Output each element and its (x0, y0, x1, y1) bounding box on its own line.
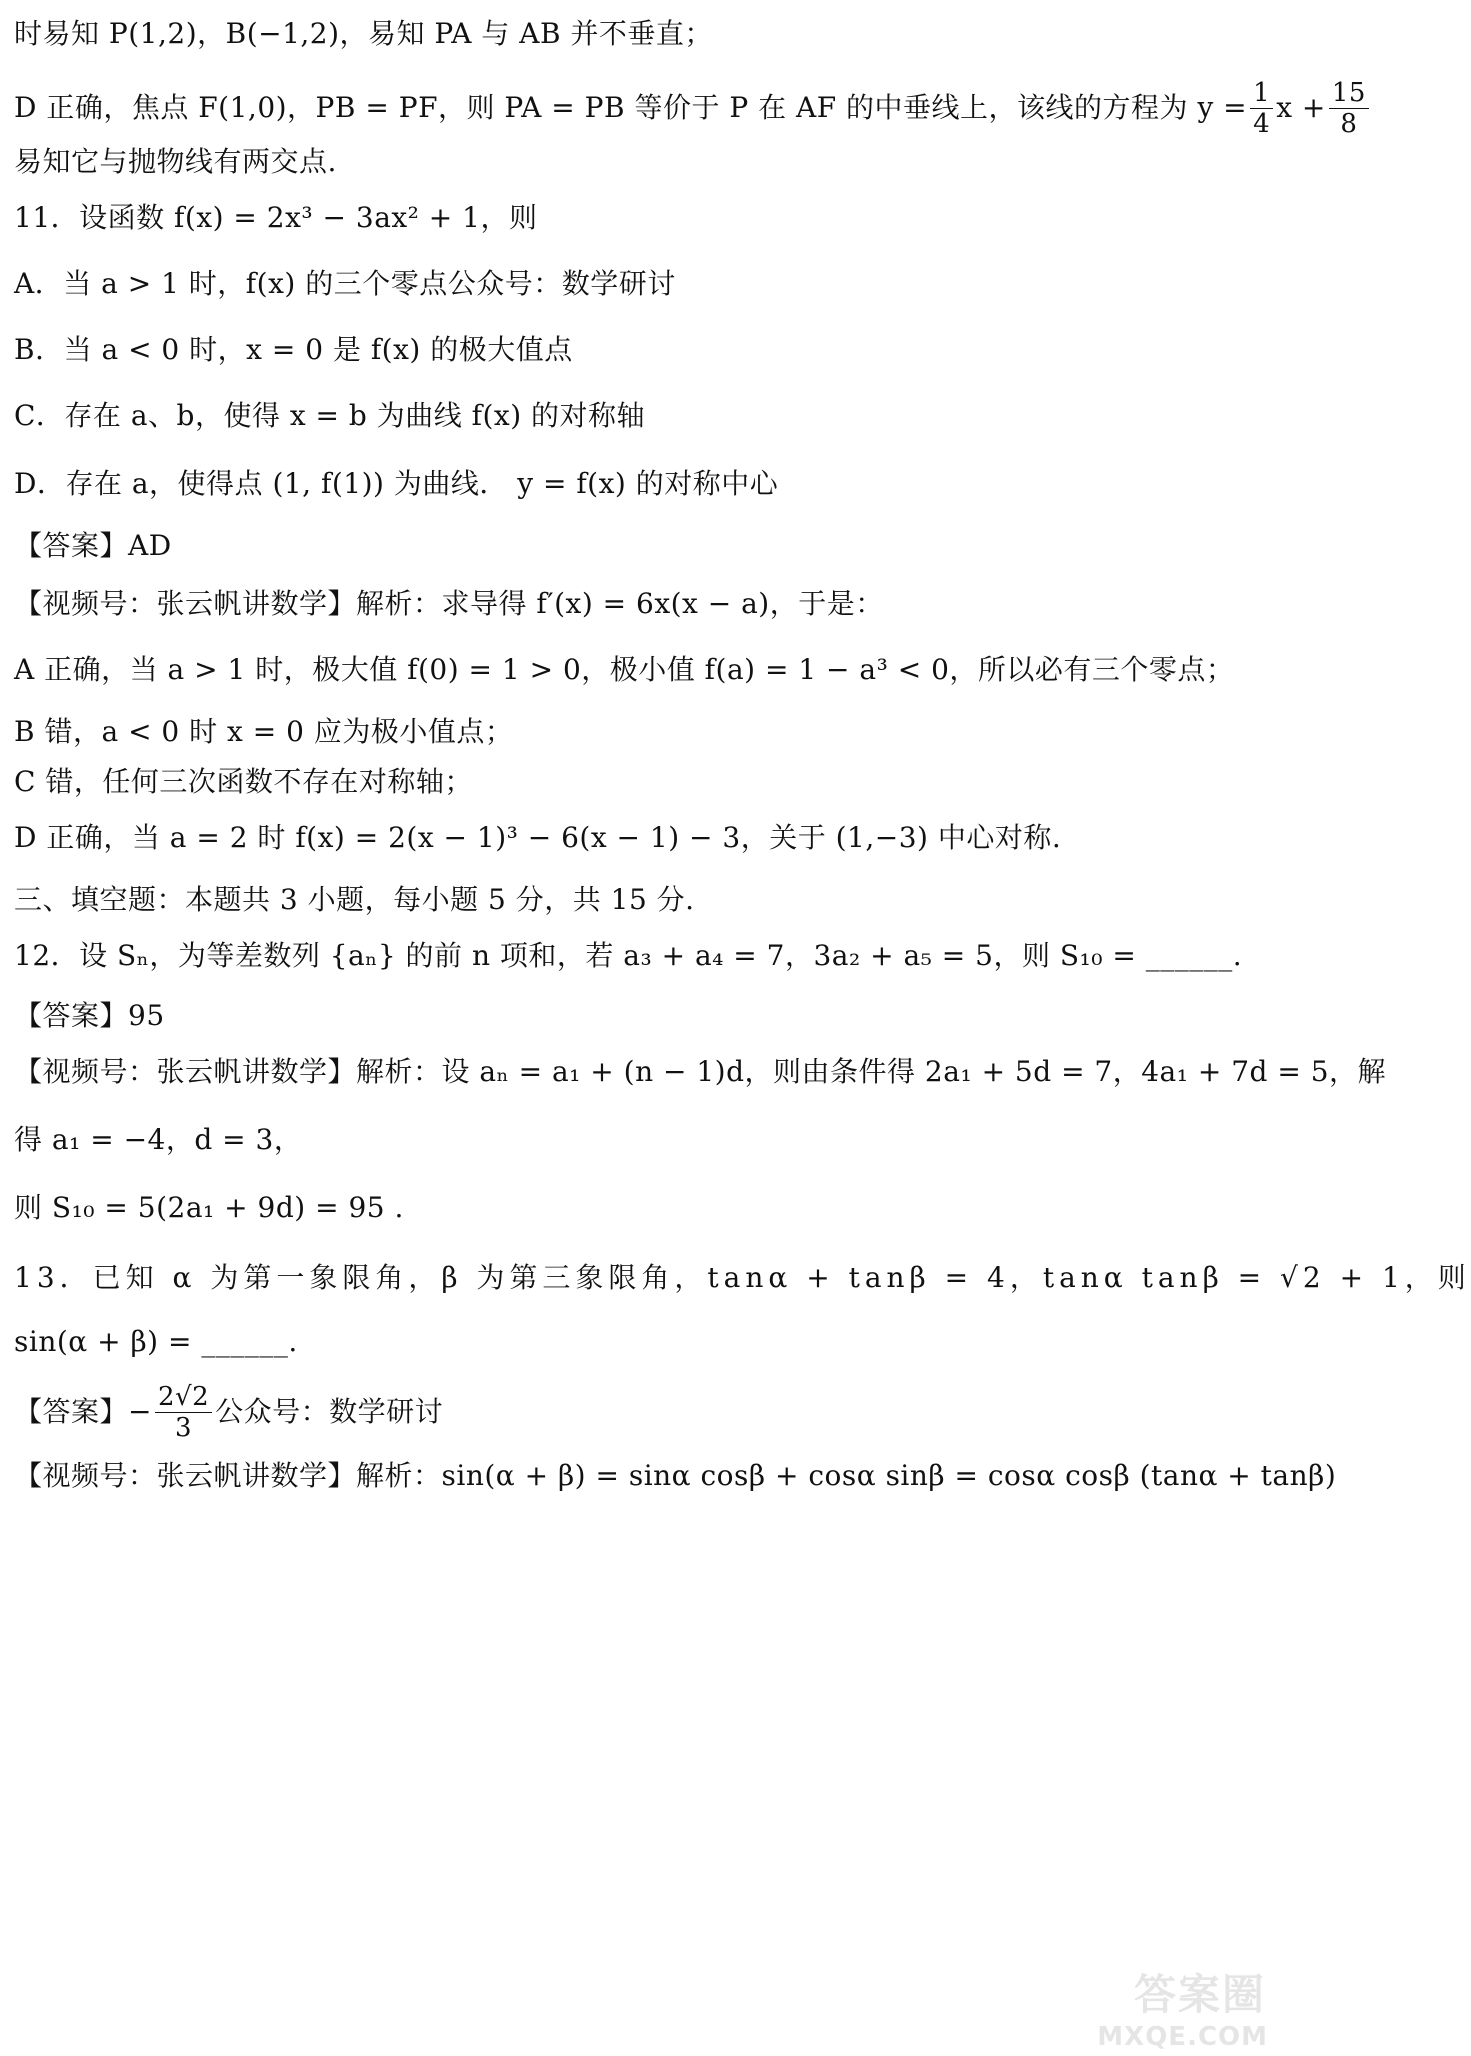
option-c: C．存在 a、b，使得 x = b 为曲线 f(x) 的对称轴 (14, 399, 646, 432)
solution-line: B 错，a < 0 时 x = 0 应为极小值点； (14, 715, 514, 748)
question-11: 11．设函数 f(x) = 2x³ − 3ax² + 1，则 (14, 201, 538, 234)
section-heading: 三、填空题：本题共 3 小题，每小题 5 分，共 15 分. (14, 883, 695, 916)
option-a: A．当 a > 1 时，f(x) 的三个零点公众号：数学研讨 (14, 267, 676, 300)
solution-intro: 【视频号：张云帆讲数学】解析：求导得 f′(x) = 6x(x − a)，于是： (14, 587, 884, 620)
text-line: 易知它与抛物线有两交点. (14, 145, 337, 178)
solution-line: 得 a₁ = −4，d = 3， (14, 1123, 303, 1156)
watermark-text: 答案圈 (1133, 1970, 1266, 2019)
text-segment: x + (1276, 91, 1326, 124)
fraction-denominator: 8 (1340, 108, 1358, 139)
text-line: 时易知 P(1,2)，B(−1,2)，易知 PA 与 AB 并不垂直； (14, 17, 713, 50)
answer: 【答案】95 (14, 999, 165, 1032)
question-13-blank: sin(α + β) = ______. (14, 1325, 298, 1358)
question-13: 13．已知 α 为第一象限角，β 为第三象限角，tanα + tanβ = 4，tanα tanβ = √2 + 1，则 (14, 1261, 1471, 1294)
solution-line: A 正确，当 a > 1 时，极大值 f(0) = 1 > 0，极小值 f(a) = 1 − a³ < 0，所以必有三个零点； (14, 653, 1235, 686)
question-12: 12．设 Sₙ，为等差数列 {aₙ} 的前 n 项和，若 a₃ + a₄ = 7，3a₂ + a₅ = 5，则 S₁₀ = ______. (14, 939, 1243, 972)
fraction-numerator: 2√2 (155, 1382, 212, 1413)
option-b: B．当 a < 0 时，x = 0 是 f(x) 的极大值点 (14, 333, 573, 366)
text-segment: D 正确，焦点 F(1,0)，PB = PF，则 PA = PB 等价于 P 在 AF 的中垂线上，该线的方程为 y = (14, 91, 1248, 124)
solution-intro: 【视频号：张云帆讲数学】解析：sin(α + β) = sinα cosβ + cosα sinβ = cosα cosβ (tanα + tanβ) (14, 1459, 1337, 1492)
fraction-numerator: 1 (1250, 78, 1273, 109)
solution-line: 则 S₁₀ = 5(2a₁ + 9d) = 95 . (14, 1191, 404, 1224)
fraction-numerator: 15 (1329, 78, 1369, 109)
text-segment: 公众号：数学研讨 (215, 1395, 444, 1428)
fraction-denominator: 3 (175, 1412, 193, 1443)
text-segment: 【答案】− (14, 1395, 152, 1428)
watermark-logo (1097, 1962, 1272, 2052)
solution-line: D 正确，当 a = 2 时 f(x) = 2(x − 1)³ − 6(x − 1) − 3，关于 (1,−3) 中心对称. (14, 821, 1062, 854)
fraction-two-root-two-thirds (155, 1382, 212, 1443)
fraction-denominator: 4 (1253, 108, 1271, 139)
fraction-one-quarter (1250, 78, 1273, 139)
answer: 【答案】AD (14, 529, 172, 562)
solution-line: C 错，任何三次函数不存在对称轴； (14, 765, 473, 798)
option-d: D．存在 a，使得点 (1, f(1)) 为曲线． y = f(x) 的对称中心 (14, 467, 779, 500)
answer-with-fraction (14, 1381, 1266, 1443)
solution-intro: 【视频号：张云帆讲数学】解析：设 aₙ = a₁ + (n − 1)d，则由条件得 2a₁ + 5d = 7，4a₁ + 7d = 5，解 (14, 1055, 1387, 1088)
watermark-url: MXQE.COM (1097, 2022, 1268, 2052)
text-line-with-fractions (14, 77, 1366, 139)
fraction-fifteen-eighths (1329, 78, 1369, 139)
